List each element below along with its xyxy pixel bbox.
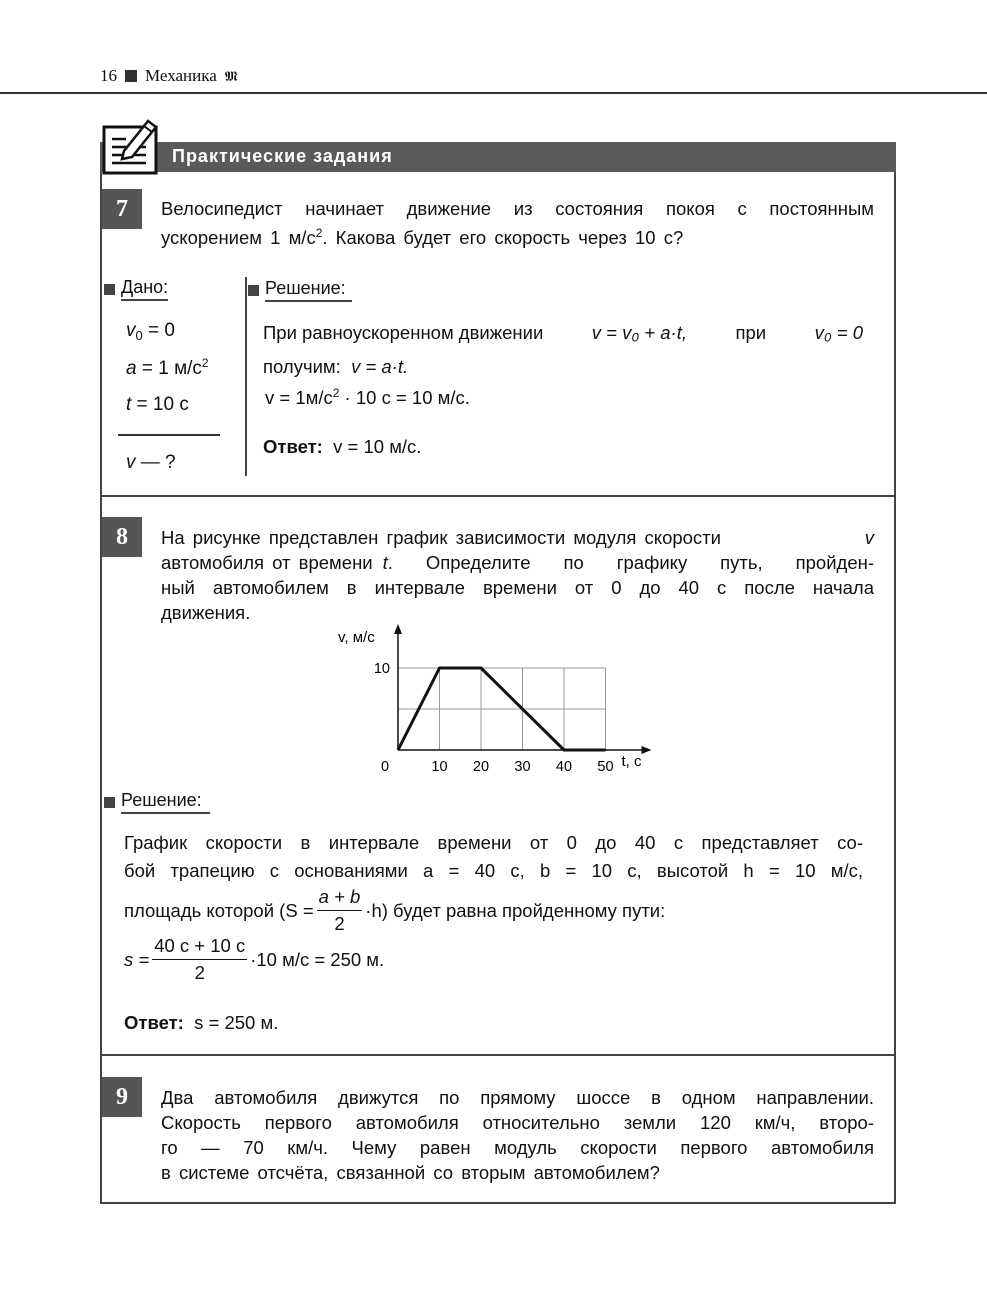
given-t [126,394,189,416]
given-t-val: = 10 с [131,394,189,415]
task-number-8: 8 [102,517,142,557]
answer8-label: Ответ: [124,1012,184,1033]
x-tick-label: 30 [514,759,531,775]
solution7-line1-text: При равноускоренном движении [263,322,544,343]
solution8-line3-a: площадь которой (S = [124,899,314,921]
chart-grid [398,668,606,750]
solution7-line2-text: получим: [263,356,341,377]
task-number-9: 9 [102,1077,142,1117]
answer8-value: s = 250 м. [194,1012,279,1033]
running-header [100,66,238,86]
given-t-var: t [126,394,132,415]
x-axis-arrow [642,746,652,754]
given-label [104,277,168,301]
task-separator-7-8 [100,495,896,497]
given-divider [245,277,247,476]
header-square-icon [125,70,137,82]
solution8-line3 [124,886,665,935]
given-v0-var: v [126,320,136,341]
task8-line3: ный автомобилем в интервале времени от 0 до 40 с после начала [161,577,874,598]
given-a-sup: 2 [201,356,209,370]
label-square-icon [248,285,259,296]
answer7 [263,436,421,458]
given-a-val: = 1 м/с [136,358,202,379]
notebook-pencil-icon [102,117,160,175]
given-rule [118,434,220,436]
given-find-var: v [126,452,136,473]
task8-line4: движения. [161,602,251,623]
answer7-value: v = 10 м/с. [333,436,422,457]
solution-label-7-text: Решение: [265,278,352,302]
x-tick-label: 20 [472,759,490,775]
calc-fraction-numerator: 40 с + 10 с [152,935,247,960]
area-formula-fraction [317,886,363,935]
solution7-line2-formula: v = a·t. [351,356,409,377]
calc-fraction-denominator: 2 [194,962,205,983]
area-fraction-numerator: a + b [317,886,363,911]
label-square-icon [104,284,115,295]
y-axis-label: v, м/с [338,629,375,646]
task-number-7: 7 [102,189,142,229]
task9-text [161,1085,874,1185]
task8-line1 [161,525,874,550]
solution7-line3-a: v = 1м/с [265,387,333,408]
y-tick-label: 10 [373,661,390,677]
given-v0-val: = 0 [142,320,175,341]
task9-line4: в системе отсчёта, связанной со вторым автомобилем? [161,1162,660,1183]
task9-line1: Два автомобиля движутся по прямому шоссе в одном направлении. [161,1087,874,1108]
task8-line2-b: . Определите по графику путь, пройден- [387,552,874,573]
task7-text [161,196,874,250]
task7-text-a: Велосипедист начинает движение из состояния покоя с постоянным ускорением 1 м/с [161,198,874,248]
given-label-text: Дано: [121,277,168,301]
x-tick-label: 0 [380,759,390,775]
answer8 [124,1012,278,1034]
task8-line1-v: v [864,527,874,548]
task9-line3: го — 70 км/ч. Чему равен модуль скорости первого автомобиля [161,1137,874,1158]
section-name: Механика [145,66,217,85]
label-square-icon [104,797,115,808]
velocity-time-chart [320,622,660,780]
section-title: Практические задания [172,146,393,166]
solution-label-8 [104,790,210,814]
solution7-line1-formula: v = v₀ + a·t, [591,322,687,343]
solution8-calc [124,935,384,984]
chart-tick-labels [374,661,614,775]
task8-line2 [161,550,874,575]
page-number: 16 [100,66,117,85]
solution7-line2 [263,356,408,378]
solution7-line3-sup: 2 [332,386,340,400]
task9-line2: Скорость первого автомобиля относительно земли 120 км/ч, второ- [161,1112,874,1133]
solution7-line1-when: при [735,322,767,343]
solution8-line2: бой трапецию с основаниями a = 40 с, b = 10 с, высотой h = 10 м/с, [124,860,863,881]
header-rule [0,92,987,94]
task8-line2-t: t [382,552,388,573]
solution7-line3-b: · 10 с = 10 м/с. [339,387,470,408]
y-axis-arrow [394,624,402,634]
solution7-line1-cond: v₀ = 0 [814,322,863,343]
given-find-val: — ? [135,452,176,473]
area-fraction-denominator: 2 [334,913,345,934]
task8-text [161,525,874,625]
answer7-label: Ответ: [263,436,323,457]
given-a [126,356,209,380]
task7-text-sup: 2 [315,226,323,240]
solution-label-8-text: Решение: [121,790,210,814]
book-icon: 𝕸 [224,67,238,84]
calc-lhs: s = [124,948,150,970]
solution-label-7 [248,278,352,302]
solution8-line1: График скорости в интервале времени от 0 до 40 с представляет со- [124,832,863,853]
calc-rhs: ·10 м/с = 250 м. [250,948,385,970]
x-axis-label: t, с [621,753,642,770]
task8-line2-rest [373,550,874,575]
solution8-line3-b: ·h) будет равна пройденному пути: [365,899,666,921]
solution7-line1 [263,322,863,344]
solution7-line3 [265,386,470,409]
task8-line1-text: На рисунке представлен график зависимости модуля скорости [161,527,721,548]
x-tick-label: 10 [431,759,448,775]
x-tick-label: 40 [555,759,573,775]
task7-text-b: . Какова будет его скорость через 10 с? [322,227,684,248]
given-v0 [126,320,175,343]
given-v0-sub: 0 [135,328,143,343]
x-tick-label: 50 [597,759,614,775]
given-a-var: a [126,358,137,379]
given-find [126,452,176,474]
task8-line2-a: автомобиля от времени [161,552,373,573]
calc-fraction [152,935,247,984]
task-separator-8-9 [100,1054,896,1056]
